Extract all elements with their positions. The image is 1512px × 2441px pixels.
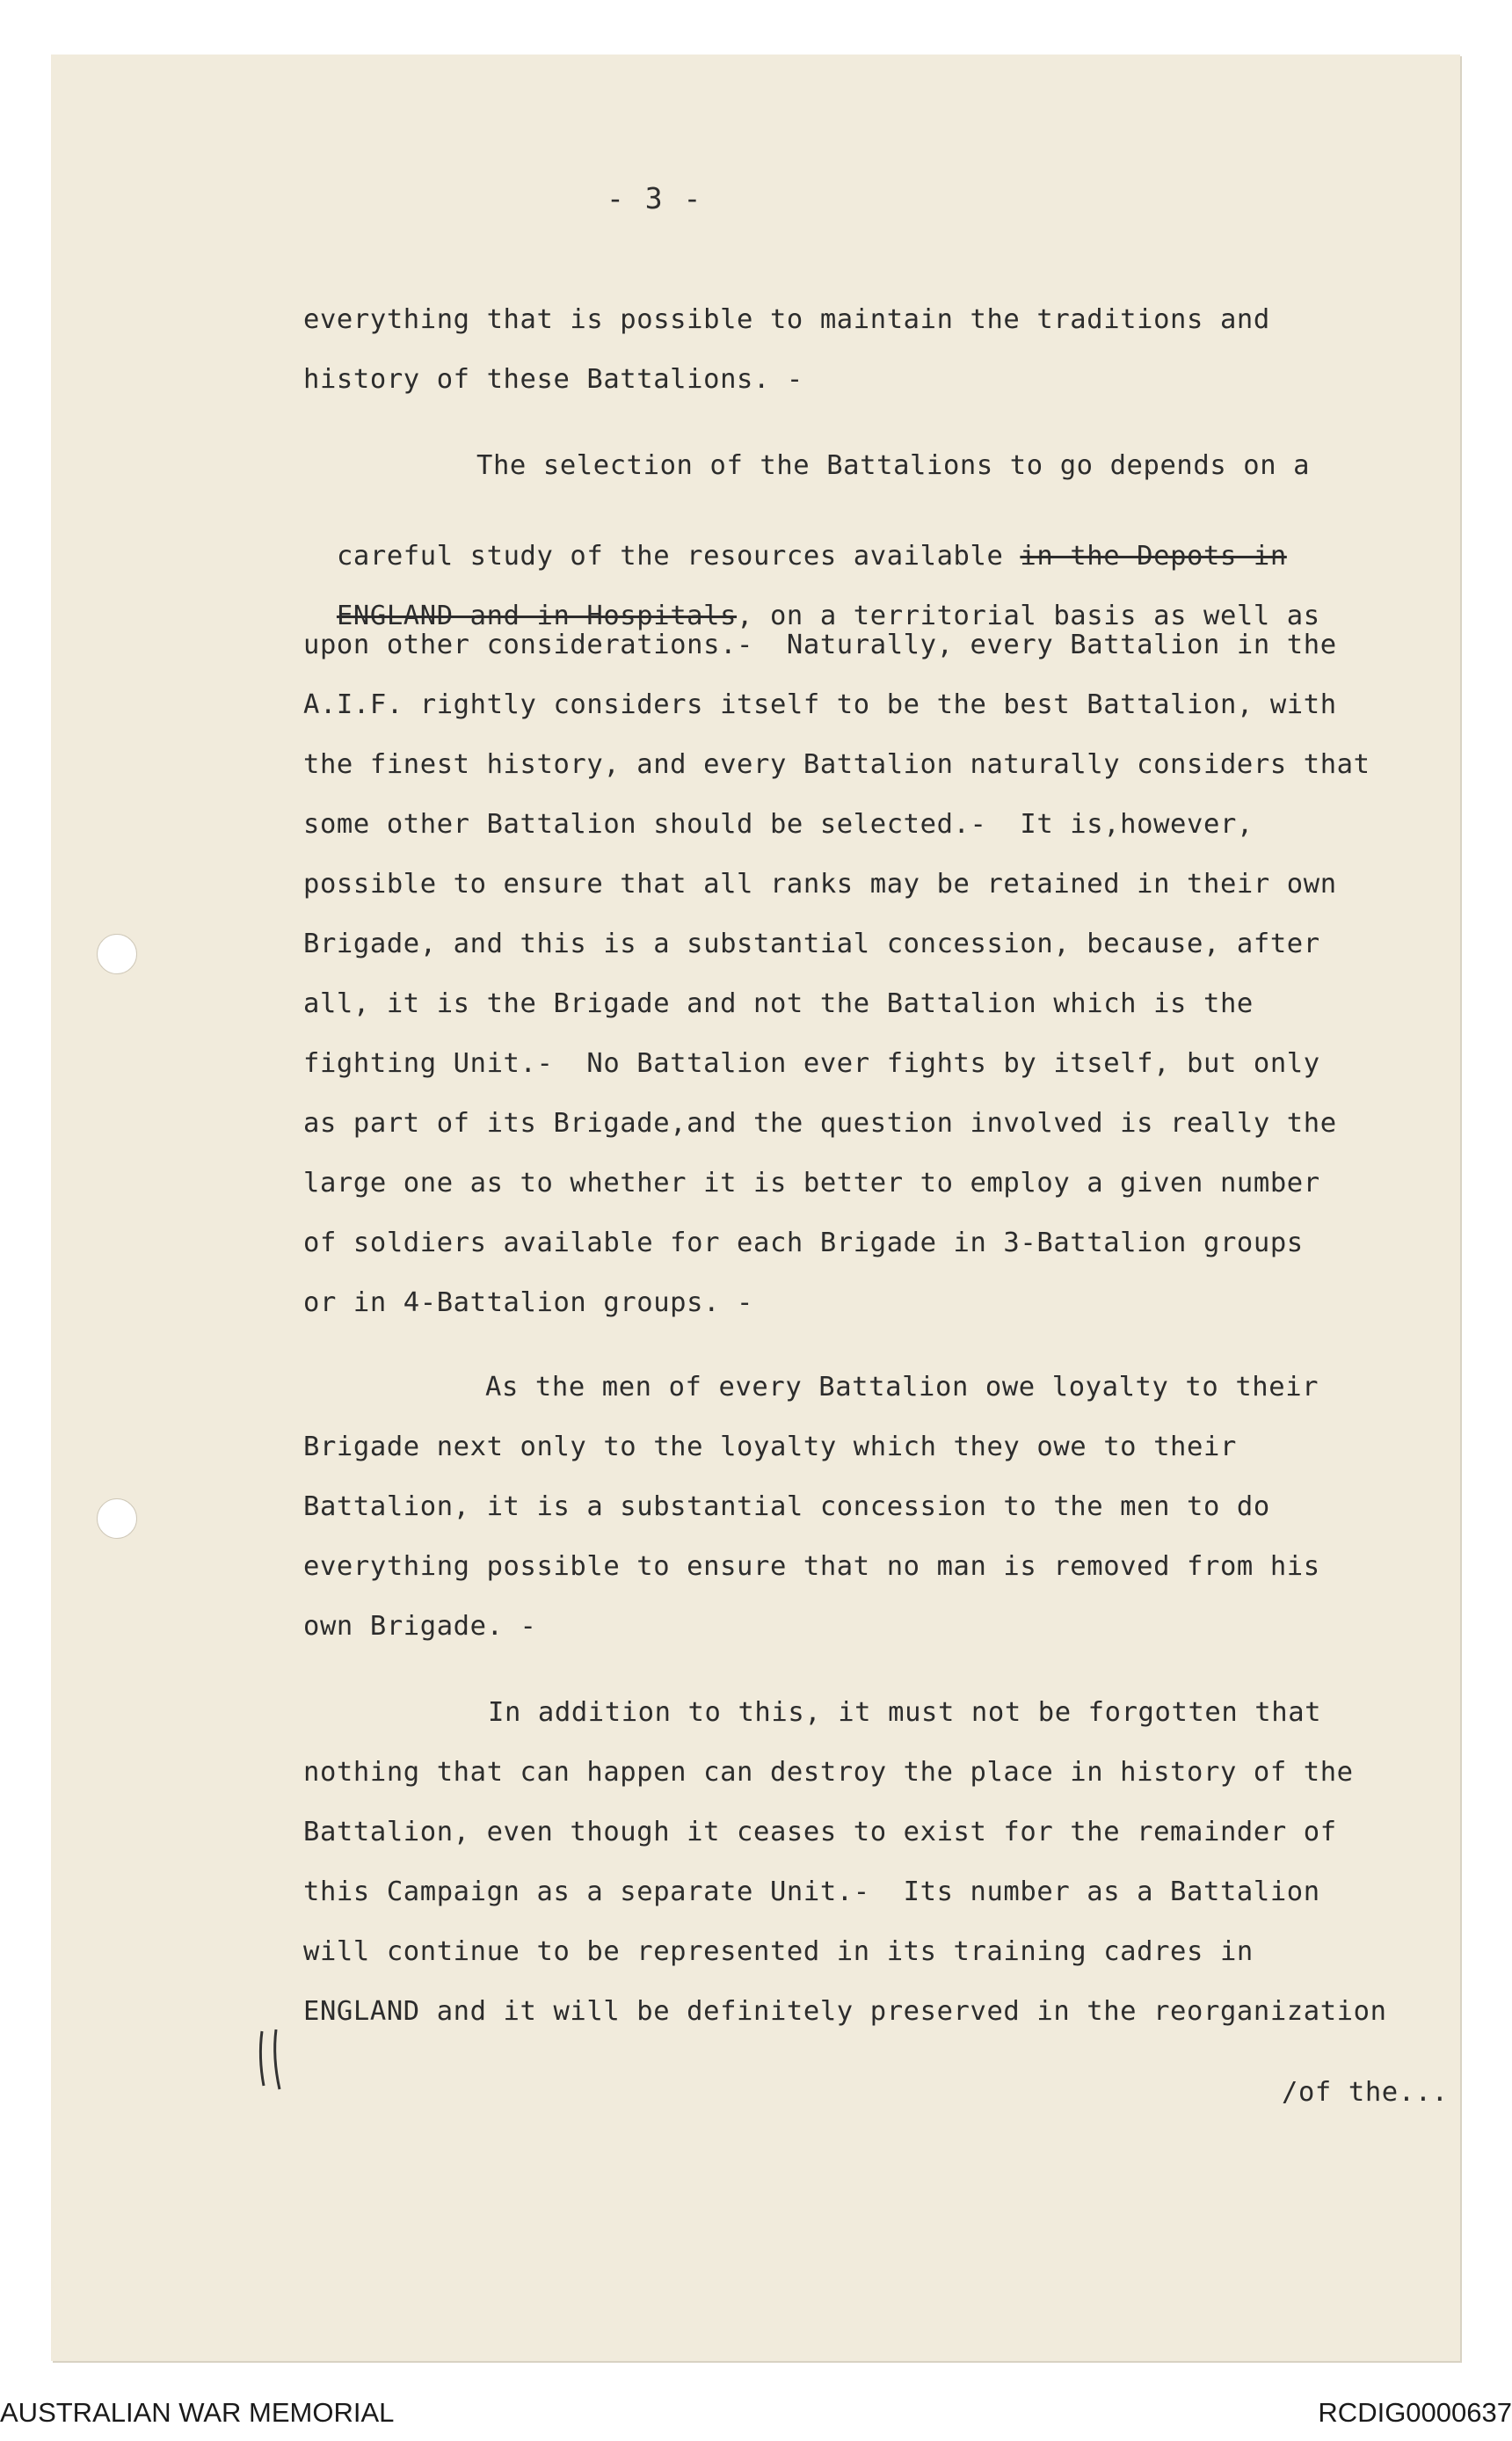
punch-hole-bottom — [97, 1498, 137, 1539]
text-line: own Brigade. - — [303, 1611, 537, 1642]
text-line: will continue to be represented in its training cadres in — [303, 1936, 1254, 1967]
text-line: as part of its Brigade,and the question involved is really the — [303, 1108, 1337, 1139]
text-line: the finest history, and every Battalion naturally considers that — [303, 749, 1370, 780]
struck-text: ENGLAND and in Hospitals — [336, 601, 738, 631]
handwritten-mark — [255, 2022, 299, 2093]
text-line: As the men of every Battalion owe loyalty to their — [485, 1372, 1319, 1403]
text-line: history of these Battalions. - — [303, 364, 803, 395]
text-line: Battalion, even though it ceases to exist for the remainder of — [303, 1817, 1337, 1847]
footer-reference: RCDIG0000637 — [1318, 2397, 1512, 2428]
text-line: Battalion, it is a substantial concession to the men to do — [303, 1491, 1270, 1522]
text-line: fighting Unit.- No Battalion ever fights by itself, but only — [303, 1048, 1320, 1079]
page-number: - 3 - — [607, 181, 703, 215]
text-line: possible to ensure that all ranks may be retained in their own — [303, 869, 1337, 900]
text-line: upon other considerations.- Naturally, every Battalion in the — [303, 630, 1337, 660]
text-line: everything possible to ensure that no man is removed from his — [303, 1551, 1320, 1582]
text-line: Brigade, and this is a substantial concession, because, after — [303, 929, 1320, 959]
text-segment: careful study of the resources available — [336, 541, 1021, 572]
footer-institution: AUSTRALIAN WAR MEMORIAL — [0, 2397, 395, 2428]
text-line: this Campaign as a separate Unit.- Its number as a Battalion — [303, 1876, 1320, 1907]
text-line: A.I.F. rightly considers itself to be the best Battalion, with — [303, 689, 1337, 720]
text-segment: , on a territorial basis as well as — [737, 601, 1320, 631]
punch-hole-top — [97, 934, 137, 974]
text-line: The selection of the Battalions to go depends on a — [476, 450, 1311, 481]
text-line: Brigade next only to the loyalty which they owe to their — [303, 1432, 1237, 1462]
text-line: nothing that can happen can destroy the place in history of the — [303, 1757, 1354, 1788]
text-line: everything that is possible to maintain the traditions and — [303, 304, 1270, 335]
text-line: some other Battalion should be selected.- It is,however, — [303, 809, 1254, 840]
text-line: large one as to whether it is better to employ a given number — [303, 1168, 1320, 1199]
text-line — [303, 570, 1320, 631]
text-line: In addition to this, it must not be forgotten that — [488, 1697, 1322, 1728]
text-line: or in 4-Battalion groups. - — [303, 1287, 753, 1318]
continuation-text: /of the... — [1282, 2077, 1449, 2108]
text-line: all, it is the Brigade and not the Battalion which is the — [303, 988, 1254, 1019]
struck-text: in the Depots in — [1020, 541, 1287, 572]
text-line: of soldiers available for each Brigade in 3-Battalion groups — [303, 1228, 1304, 1258]
text-line: ENGLAND and it will be definitely preserved in the reorganization — [303, 1996, 1387, 2027]
text-line — [303, 510, 1287, 572]
